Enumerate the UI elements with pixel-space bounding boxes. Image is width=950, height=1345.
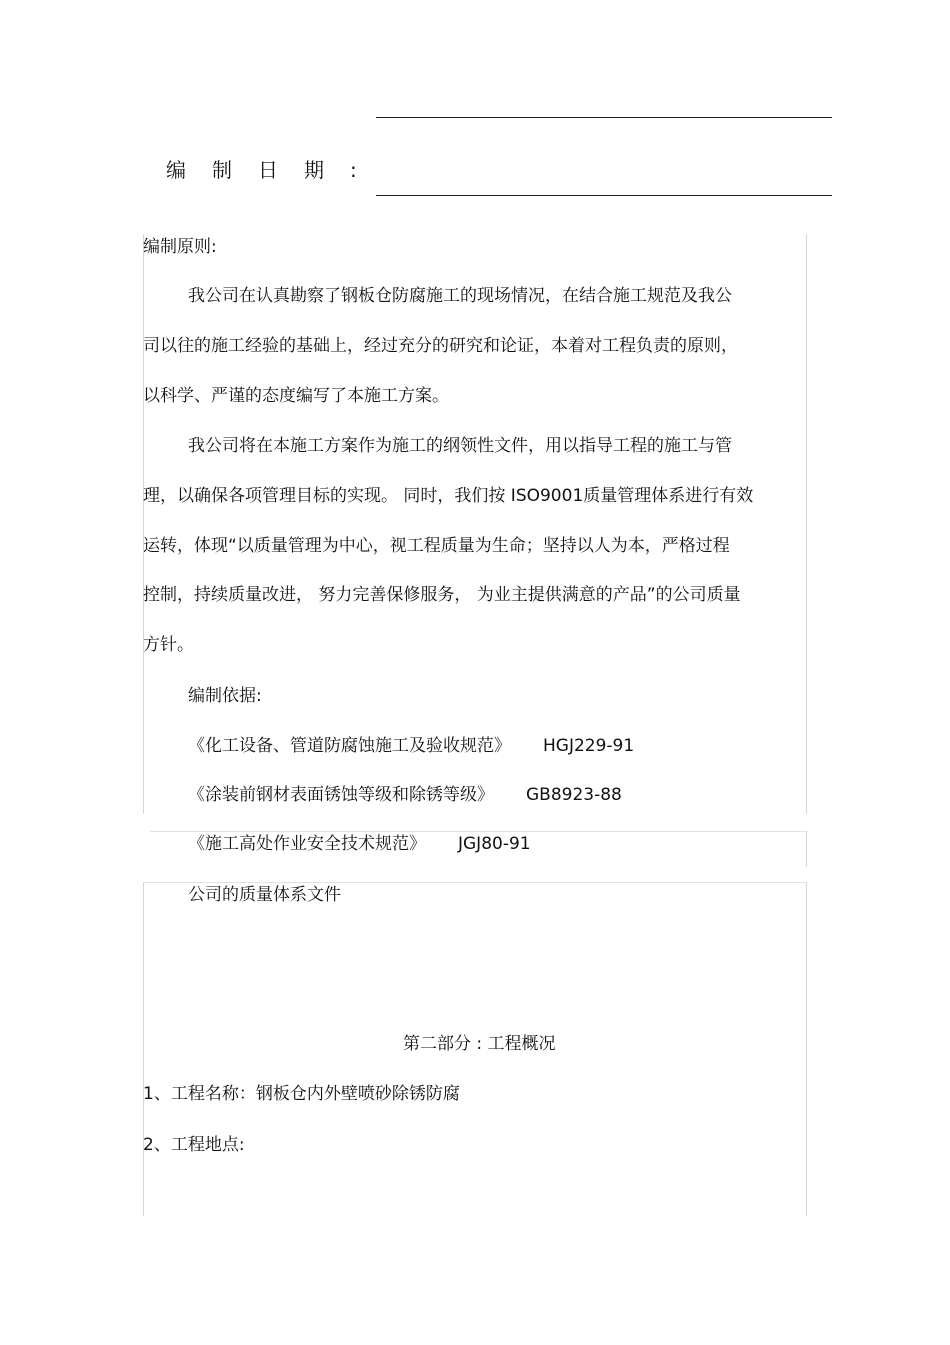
paragraph-line: 理，以确保各项管理目标的实现。 同时，我们按 ISO9001质量管理体系进行有效 <box>143 486 754 506</box>
section-title: 第二部分 : 工程概况 <box>403 1034 556 1054</box>
reference-title: 《化工设备、管道防腐蚀施工及验收规范》 <box>188 736 511 756</box>
principles-heading: 编制原则: <box>143 237 217 257</box>
paragraph-line: 我公司在认真勘察了钢板仓防腐施工的现场情况，在结合施工规范及我公 <box>188 286 732 306</box>
reference-code: JGJ80-91 <box>458 834 531 854</box>
table-border-top <box>143 882 806 883</box>
reference-item: 公司的质量体系文件 <box>188 885 341 905</box>
paragraph-line: 运转，体现“以质量管理为中心，视工程质量为生命；坚持以人为本，严格过程 <box>143 536 730 556</box>
reference-title: 《涂装前钢材表面锈蚀等级和除锈等级》 <box>188 785 494 805</box>
overview-item: 1、工程名称：钢板仓内外壁喷砂除锈防腐 <box>143 1084 460 1104</box>
table-border-top <box>150 831 806 832</box>
overview-item: 2、工程地点: <box>143 1135 245 1155</box>
table-border-left <box>143 234 144 814</box>
paragraph-line: 司以往的施工经验的基础上，经过充分的研究和论证，本着对工程负责的原则， <box>143 336 738 356</box>
date-underline <box>376 195 832 196</box>
reference-item <box>188 833 531 855</box>
table-border-right <box>806 831 807 867</box>
basis-heading: 编制依据: <box>188 686 262 706</box>
table-border-right <box>806 234 807 814</box>
signature-line <box>376 117 832 118</box>
paragraph-line: 我公司将在本施工方案作为施工的纲领性文件，用以指导工程的施工与管 <box>188 436 732 456</box>
reference-code: HGJ229-91 <box>543 736 635 756</box>
reference-item <box>188 735 634 757</box>
paragraph-line: 以科学、严谨的态度编写了本施工方案。 <box>143 386 449 406</box>
date-label: 编制日期: <box>166 158 383 182</box>
reference-item <box>188 784 622 806</box>
reference-code: GB8923-88 <box>526 785 622 805</box>
paragraph-line: 控制，持续质量改进， 努力完善保修服务， 为业主提供满意的产品”的公司质量 <box>143 585 741 605</box>
table-border-right <box>806 882 807 1216</box>
table-border-left <box>143 882 144 1216</box>
paragraph-line: 方针。 <box>143 635 194 655</box>
reference-title: 《施工高处作业安全技术规范》 <box>188 834 426 854</box>
